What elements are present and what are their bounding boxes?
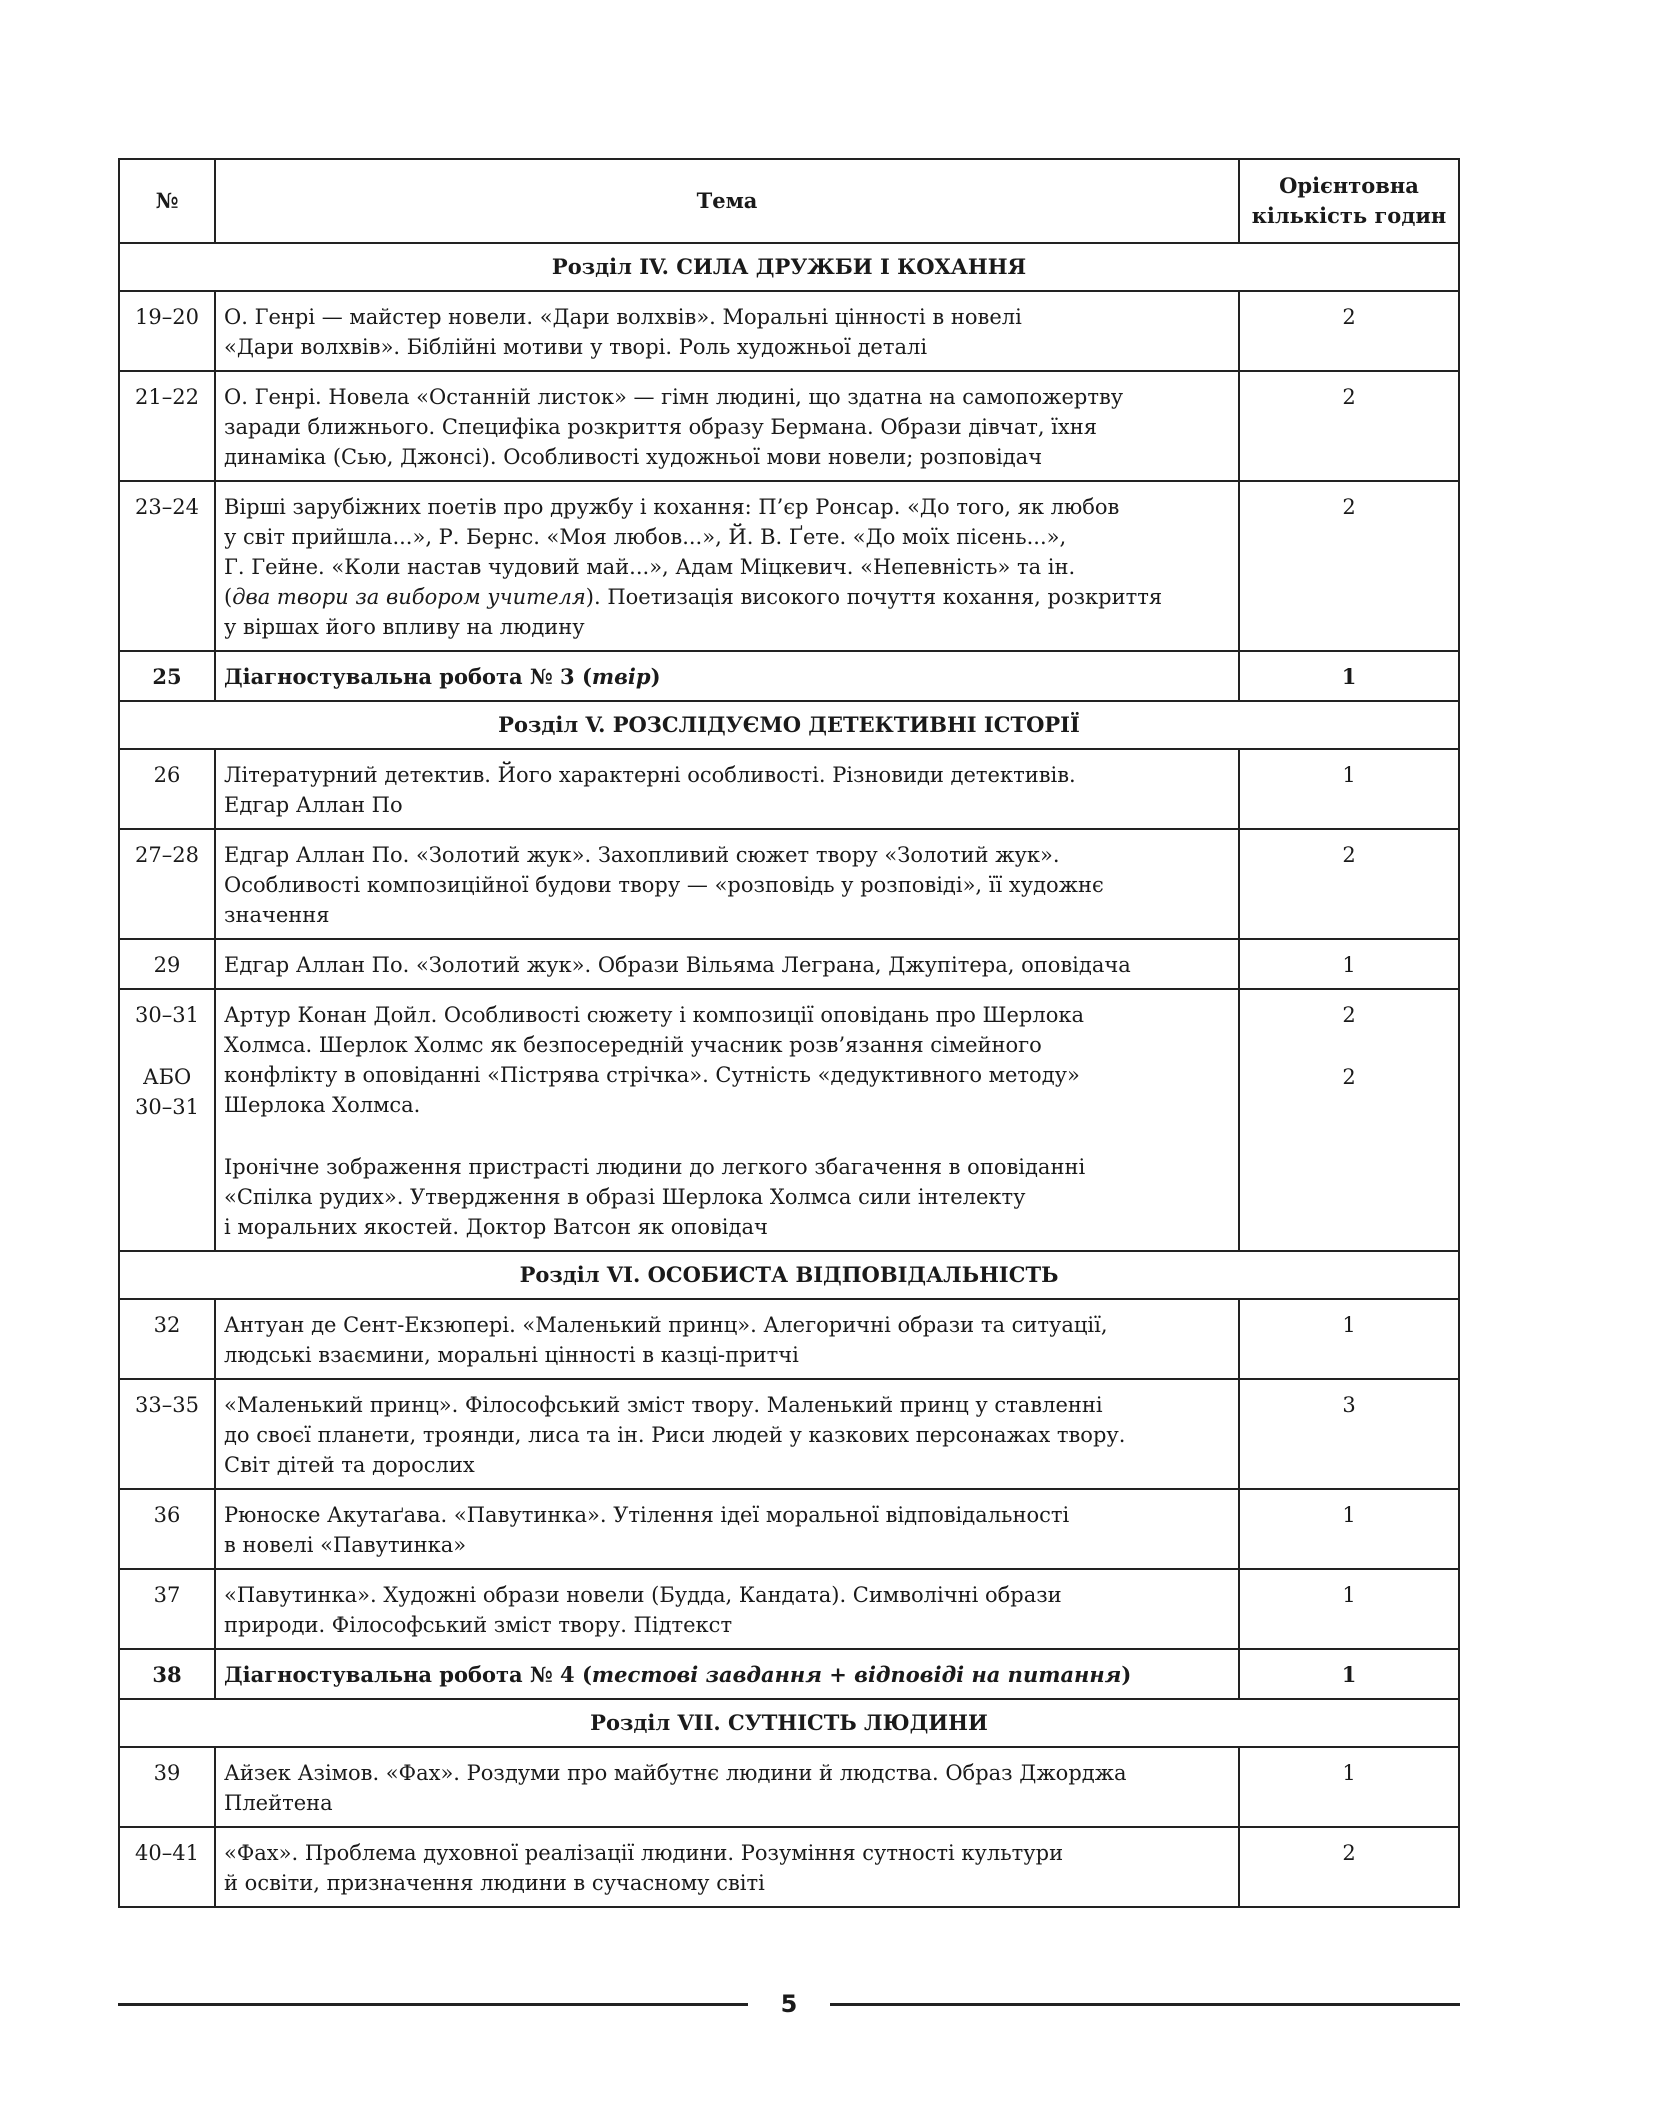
table-row (119, 939, 1459, 989)
lesson-number-cell (119, 749, 215, 829)
theme-line: Айзек Азімов. «Фах». Роздуми про майбутнє людини й людства. Образ Джорджа (224, 1761, 1127, 1785)
lesson-theme-cell (215, 291, 1239, 371)
diagnostic-close: ) (1121, 1662, 1132, 1687)
lesson-hours: 1 (1342, 763, 1356, 787)
lesson-number: 29 (153, 953, 181, 977)
lesson-hours: 1 (1341, 1662, 1357, 1687)
lesson-hours-cell (1239, 1649, 1459, 1699)
lesson-hours-cell (1239, 371, 1459, 481)
lesson-number: 19–20 (135, 305, 199, 329)
lesson-hours-cell (1239, 1827, 1459, 1907)
diagnostic-close: ) (650, 664, 661, 689)
lesson-theme-cell (215, 829, 1239, 939)
alt-theme-line: і моральних якостей. Доктор Ватсон як оповідач (224, 1215, 768, 1239)
lesson-number-cell (119, 1489, 215, 1569)
lesson-hours-cell (1239, 989, 1459, 1251)
section-title: Розділ VI. ОСОБИСТА ВІДПОВІДАЛЬНІСТЬ (119, 1251, 1459, 1299)
theme-line: Едгар Аллан По. «Золотий жук». Захопливий сюжет твору «Золотий жук». (224, 843, 1060, 867)
header-hours-line2: кількість годин (1251, 203, 1447, 228)
theme-line: Особливості композиційної будови твору — «розповідь у розповіді», її художнє (224, 873, 1104, 897)
lesson-number: 37 (153, 1583, 181, 1607)
theme-line: Антуан де Сент-Екзюпері. «Маленький принц». Алегоричні образи та ситуації, (224, 1313, 1108, 1337)
table-row (119, 829, 1459, 939)
theme-line: Рюноске Акутаґава. «Павутинка». Утілення ідеї моральної відповідальності (224, 1503, 1070, 1527)
diagnostic-title (224, 1660, 1230, 1690)
theme-line (224, 582, 1230, 612)
theme-line: значення (224, 903, 330, 927)
lesson-hours: 1 (1342, 1583, 1356, 1607)
lesson-hours: 2 (1342, 1003, 1356, 1027)
lesson-hours-cell (1239, 1747, 1459, 1827)
table-body (119, 243, 1459, 1907)
lesson-number-cell (119, 291, 215, 371)
theme-line: у віршах його впливу на людину (224, 615, 585, 639)
lesson-number-cell (119, 989, 215, 1251)
lesson-number: 39 (153, 1761, 181, 1785)
theme-line: Шерлока Холмса. (224, 1093, 421, 1117)
lesson-hours: 2 (1342, 305, 1356, 329)
lesson-theme-cell (215, 989, 1239, 1251)
theme-line: Артур Конан Дойл. Особливості сюжету і композиції оповідань про Шерлока (224, 1003, 1084, 1027)
lesson-hours-cell (1239, 939, 1459, 989)
lesson-hours: 1 (1341, 664, 1357, 689)
diagnostic-title (224, 662, 1230, 692)
theme-line: динаміка (Сью, Джонсі). Особливості художньої мови новели; розповідач (224, 445, 1043, 469)
theme-line: конфлікту в оповіданні «Пістрява стрічка». Сутність «дедуктивного методу» (224, 1063, 1080, 1087)
lesson-theme-cell (215, 749, 1239, 829)
lesson-hours: 2 (1342, 1841, 1356, 1865)
lesson-number: 38 (152, 1662, 182, 1687)
theme-line: до своєї планети, троянди, лиса та ін. Риси людей у казкових персонажах твору. (224, 1423, 1126, 1447)
table-row (119, 1649, 1459, 1699)
lesson-theme-cell (215, 371, 1239, 481)
theme-line: у світ прийшла...», Р. Бернс. «Моя любов...», Й. В. Ґете. «До моїх пісень...», (224, 525, 1067, 549)
lesson-number-cell (119, 1827, 215, 1907)
theme-italic-note: два твори за вибором учителя (232, 585, 586, 609)
alt-lesson-number: 30–31 (135, 1095, 199, 1119)
lesson-theme-cell (215, 939, 1239, 989)
alt-gap (224, 1120, 1230, 1152)
theme-line: Г. Гейне. «Коли настав чудовий май...», Адам Міцкевич. «Непевність» та ін. (224, 555, 1076, 579)
lesson-hours: 2 (1342, 385, 1356, 409)
table-row (119, 291, 1459, 371)
theme-line: «Маленький принц». Філософський зміст твору. Маленький принц у ставленні (224, 1393, 1103, 1417)
lesson-number-cell (119, 939, 215, 989)
page-number: 5 (780, 1990, 798, 2018)
section-title: Розділ VII. СУТНІСТЬ ЛЮДИНИ (119, 1699, 1459, 1747)
table-row (119, 1489, 1459, 1569)
theme-line: «Павутинка». Художні образи новели (Будда, Кандата). Символічні образи (224, 1583, 1062, 1607)
theme-line: «Фах». Проблема духовної реалізації людини. Розуміння сутності культури (224, 1841, 1064, 1865)
table-row (119, 1379, 1459, 1489)
theme-line: Едгар Аллан По. «Золотий жук». Образи Вільяма Леграна, Джупітера, оповідача (224, 953, 1131, 977)
lesson-number-cell (119, 1747, 215, 1827)
table-row (119, 371, 1459, 481)
theme-line: Літературний детектив. Його характерні особливості. Різновиди детективів. (224, 763, 1076, 787)
table-row (119, 651, 1459, 701)
section-row (119, 243, 1459, 291)
alt-gap (124, 1030, 210, 1062)
table-row (119, 1569, 1459, 1649)
theme-line: людські взаємини, моральні цінності в казці-притчі (224, 1343, 799, 1367)
diagnostic-type: твір (591, 664, 651, 689)
lesson-hours: 2 (1342, 495, 1356, 519)
lesson-number-cell (119, 829, 215, 939)
lesson-number: 21–22 (135, 385, 199, 409)
lesson-hours: 1 (1342, 1761, 1356, 1785)
program-page (118, 158, 1460, 1908)
alt-gap (1244, 1030, 1454, 1062)
table-header-row (119, 159, 1459, 243)
lesson-number: 32 (153, 1313, 181, 1337)
lesson-theme-cell (215, 1827, 1239, 1907)
header-hours (1239, 159, 1459, 243)
lesson-theme-cell (215, 481, 1239, 651)
lesson-number: 23–24 (135, 495, 199, 519)
lesson-hours-cell (1239, 651, 1459, 701)
lesson-hours-cell (1239, 829, 1459, 939)
lesson-number: 25 (152, 664, 182, 689)
lesson-number: 36 (153, 1503, 181, 1527)
table-row (119, 481, 1459, 651)
lesson-number-cell (119, 1649, 215, 1699)
lesson-number-cell (119, 1379, 215, 1489)
lesson-number-cell (119, 371, 215, 481)
lesson-theme-cell (215, 1649, 1239, 1699)
lesson-number: 40–41 (135, 1841, 199, 1865)
lesson-theme-cell (215, 1299, 1239, 1379)
theme-line: в новелі «Павутинка» (224, 1533, 467, 1557)
diagnostic-label: Діагностувальна робота № 3 ( (224, 664, 592, 689)
lesson-number: 33–35 (135, 1393, 199, 1417)
lesson-hours: 1 (1342, 1503, 1356, 1527)
theme-line: О. Генрі. Новела «Останній листок» — гімн людині, що здатна на самопожертву (224, 385, 1124, 409)
table-row (119, 1747, 1459, 1827)
diagnostic-label: Діагностувальна робота № 4 ( (224, 1662, 592, 1687)
lesson-number-cell (119, 1569, 215, 1649)
footer-rule-right (830, 2003, 1460, 2006)
lesson-hours-cell (1239, 1299, 1459, 1379)
theme-line: й освіти, призначення людини в сучасному світі (224, 1871, 765, 1895)
theme-line: Холмса. Шерлок Холмс як безпосередній учасник розв’язання сімейного (224, 1033, 1042, 1057)
lesson-hours-cell (1239, 1379, 1459, 1489)
table-row (119, 989, 1459, 1251)
diagnostic-type: тестові завдання + відповіді на питання (591, 1662, 1122, 1687)
lesson-theme-cell (215, 1379, 1239, 1489)
alt-theme-line: «Спілка рудих». Утвердження в образі Шерлока Холмса сили інтелекту (224, 1185, 1026, 1209)
lesson-theme-cell (215, 1569, 1239, 1649)
footer-rule-left (118, 2003, 748, 2006)
lesson-hours: 3 (1342, 1393, 1356, 1417)
lesson-hours: 2 (1342, 843, 1356, 867)
lesson-hours-cell (1239, 749, 1459, 829)
curriculum-table (118, 158, 1460, 1908)
lesson-theme-cell (215, 1489, 1239, 1569)
theme-line: «Дари волхвів». Біблійні мотиви у творі. Роль художньої деталі (224, 335, 928, 359)
lesson-hours-cell (1239, 291, 1459, 371)
header-theme: Тема (215, 159, 1239, 243)
alt-or-label: АБО (142, 1065, 192, 1089)
section-row (119, 1699, 1459, 1747)
lesson-hours-cell (1239, 481, 1459, 651)
theme-line: Плейтена (224, 1791, 333, 1815)
header-hours-line1: Орієнтовна (1279, 173, 1419, 198)
lesson-number-cell (119, 481, 215, 651)
table-row (119, 1299, 1459, 1379)
lesson-hours-cell (1239, 1569, 1459, 1649)
lesson-hours-cell (1239, 1489, 1459, 1569)
header-number: № (119, 159, 215, 243)
page-footer (118, 1986, 1460, 2022)
section-row (119, 701, 1459, 749)
theme-line: Вірші зарубіжних поетів про дружбу і кохання: П’єр Ронсар. «До того, як любов (224, 495, 1120, 519)
lesson-number: 30–31 (135, 1003, 199, 1027)
section-row (119, 1251, 1459, 1299)
theme-line: Едгар Аллан По (224, 793, 403, 817)
lesson-number-cell (119, 1299, 215, 1379)
theme-line: Світ дітей та дорослих (224, 1453, 475, 1477)
lesson-hours: 1 (1342, 953, 1356, 977)
theme-line: заради ближнього. Специфіка розкриття образу Бермана. Образи дівчат, їхня (224, 415, 1097, 439)
lesson-number-cell (119, 651, 215, 701)
lesson-number: 27–28 (135, 843, 199, 867)
lesson-number: 26 (153, 763, 181, 787)
section-title: Розділ V. РОЗСЛІДУЄМО ДЕТЕКТИВНІ ІСТОРІЇ (119, 701, 1459, 749)
section-title: Розділ IV. СИЛА ДРУЖБИ І КОХАННЯ (119, 243, 1459, 291)
theme-line: О. Генрі — майстер новели. «Дари волхвів». Моральні цінності в новелі (224, 305, 1022, 329)
lesson-hours: 1 (1342, 1313, 1356, 1337)
theme-line-rest: ). Поетизація високого почуття кохання, розкриття (585, 585, 1163, 609)
table-row (119, 749, 1459, 829)
table-row (119, 1827, 1459, 1907)
theme-line: природи. Філософський зміст твору. Підтекст (224, 1613, 733, 1637)
lesson-theme-cell (215, 1747, 1239, 1827)
theme-paren-open: ( (224, 585, 233, 609)
alt-lesson-hours: 2 (1342, 1065, 1356, 1089)
lesson-theme-cell (215, 651, 1239, 701)
alt-theme-line: Іронічне зображення пристрасті людини до легкого збагачення в оповіданні (224, 1155, 1086, 1179)
